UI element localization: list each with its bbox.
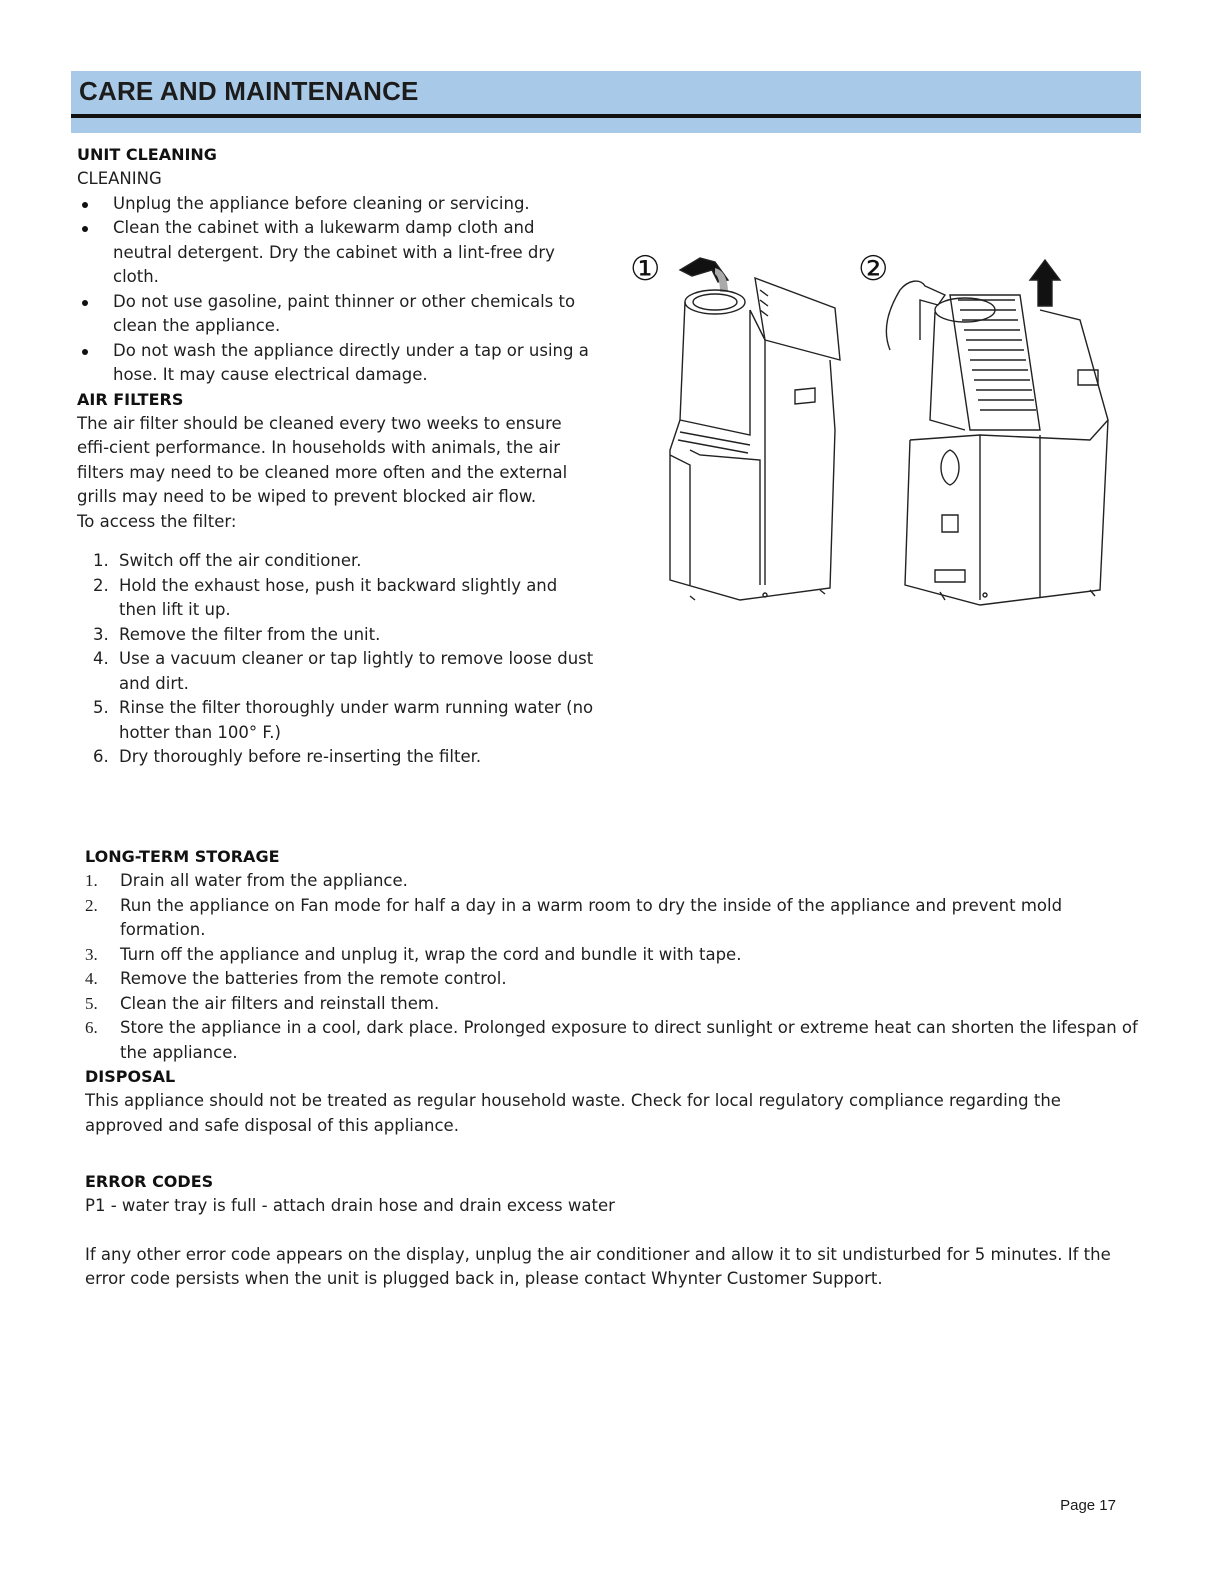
error-codes-paragraph: If any other error code appears on the display, unplug the air conditioner and allow it to sit undisturbed for 5 minutes. If the error code persists when the unit is plugged back in, please contact Whynter Customer Support. (85, 1244, 1111, 1288)
storage-steps-list (85, 869, 1140, 1065)
list-item: 4. Use a vacuum cleaner or tap lightly to remove loose dust and dirt. (93, 649, 594, 693)
unit-cleaning-heading: UNIT CLEANING (77, 145, 217, 164)
long-term-storage-section (85, 845, 1140, 1138)
list-item: Clean the cabinet with a lukewarm damp cloth and neutral detergent. Dry the cabinet with a lint-free dry cloth. (77, 216, 597, 290)
header-rule (71, 114, 1141, 118)
air-filters-paragraph: The air filter should be cleaned every two weeks to ensure effi-cient performance. In households with animals, the air filters may need to be cleaned more often and the external grills may need to be wiped to prevent blocked air flow. (77, 413, 568, 506)
list-item: 3. Remove the filter from the unit. (93, 624, 381, 644)
up-arrow-icon (1030, 260, 1060, 306)
filter-removal-figure (620, 240, 1120, 620)
step-2-label: ② (858, 249, 889, 289)
list-item: 2. Run the appliance on Fan mode for half a day in a warm room to dry the inside of the appliance and prevent mold formation. (85, 895, 1063, 939)
list-item: Do not use gasoline, paint thinner or other chemicals to clean the appliance. (77, 290, 597, 339)
list-item: 5. Clean the air filters and reinstall them. (85, 993, 440, 1013)
list-item: 6. Store the appliance in a cool, dark place. Prolonged exposure to direct sunlight or extreme heat can shorten the lifespan of the appliance. (85, 1018, 1138, 1062)
list-item: Unplug the appliance before cleaning or servicing. (77, 192, 597, 217)
storage-heading: LONG-TERM STORAGE (85, 847, 280, 866)
error-codes-section (85, 1170, 1140, 1292)
list-item: 5. Rinse the filter thoroughly under warm running water (no hotter than 100° F.) (93, 698, 594, 742)
disposal-heading: DISPOSAL (85, 1067, 176, 1086)
error-codes-heading: ERROR CODES (85, 1172, 214, 1191)
page-title: CARE AND MAINTENANCE (79, 76, 419, 106)
list-item: Do not wash the appliance directly under a tap or using a hose. It may cause electrical damage. (77, 339, 597, 388)
filter-removal-illustration (620, 240, 1120, 620)
cleaning-bullet-list (77, 192, 597, 388)
list-item: 6. Dry thoroughly before re-inserting the filter. (93, 747, 482, 766)
access-filter-intro: To access the filter: (77, 511, 237, 531)
page-number: Page 17 (1060, 1497, 1116, 1514)
unit-cleaning-section (77, 143, 597, 770)
list-item: 4. Remove the batteries from the remote control. (85, 969, 507, 988)
list-item: 2. Hold the exhaust hose, push it backward slightly and then lift it up. (93, 575, 558, 619)
step-1-label: ① (630, 249, 661, 289)
error-code-p1: P1 - water tray is full - attach drain hose and drain excess water (85, 1196, 615, 1215)
section-header-band (71, 71, 1141, 133)
air-filters-heading: AIR FILTERS (77, 389, 184, 409)
disposal-paragraph: This appliance should not be treated as regular household waste. Check for local regulatory compliance regarding the approved and safe disposal of this appliance. (85, 1091, 1061, 1135)
cleaning-subheading: CLEANING (77, 169, 162, 188)
list-item: 1. Switch off the air conditioner. (93, 551, 362, 570)
list-item: 3. Turn off the appliance and unplug it, wrap the cord and bundle it with tape. (85, 944, 742, 964)
list-item: 1. Drain all water from the appliance. (85, 871, 408, 890)
filter-steps-list (77, 549, 597, 770)
